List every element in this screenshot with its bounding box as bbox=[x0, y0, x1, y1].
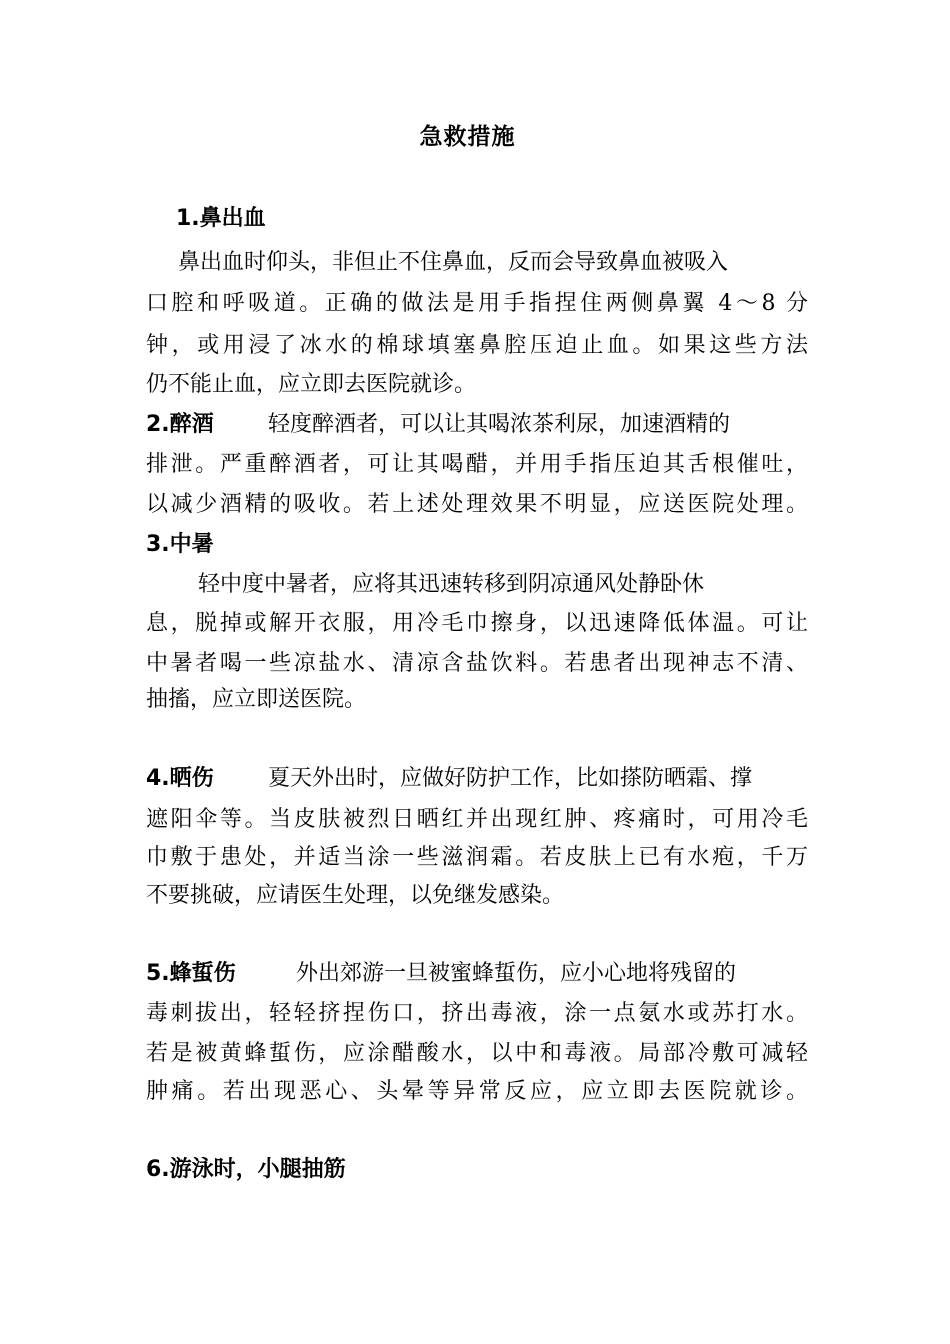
section-4-first-line-text: 夏天外出时，应做好防护工作，比如搽防晒霜、撑 bbox=[268, 766, 753, 791]
section-3-line-2: 息，脱掉或解开衣服，用冷毛巾擦身，以迅速降低体温。可让 bbox=[146, 611, 808, 636]
section-2-line-2: 排泄。严重醉酒者，可让其喝醋，并用手指压迫其舌根催吐， bbox=[146, 452, 808, 477]
section-3-line-4: 抽搐，应立即送医院。 bbox=[146, 687, 367, 712]
section-5-heading: 5.蜂蜇伤 bbox=[146, 961, 236, 986]
document-title: 急救措施 bbox=[419, 124, 516, 150]
section-2-first-line bbox=[146, 410, 808, 440]
section-2-first-line-text: 轻度醉酒者，可以让其喝浓茶利尿，加速酒精的 bbox=[268, 412, 731, 437]
section-4-first-line bbox=[146, 764, 808, 794]
section-4-line-2: 遮阳伞等。当皮肤被烈日晒红并出现红肿、疼痛时，可用冷毛 bbox=[146, 807, 808, 832]
section-5-line-2: 毒刺拔出，轻轻挤捏伤口，挤出毒液，涂一点氨水或苏打水。 bbox=[146, 1001, 808, 1026]
section-1-line-3: 钟，或用浸了冰水的棉球填塞鼻腔压迫止血。如果这些方法 bbox=[146, 333, 808, 358]
section-5-line-3: 若是被黄蜂蜇伤，应涂醋酸水，以中和毒液。局部冷敷可减轻 bbox=[146, 1041, 808, 1066]
section-3-heading: 3.中暑 bbox=[146, 532, 214, 557]
section-4-line-3: 巾敷于患处，并适当涂一些滋润霜。若皮肤上已有水疱，千万 bbox=[146, 845, 808, 870]
section-6-heading: 6.游泳时，小腿抽筋 bbox=[146, 1157, 346, 1182]
section-2-heading: 2.醉酒 bbox=[146, 412, 214, 437]
section-4-heading: 4.晒伤 bbox=[146, 766, 214, 791]
section-5-first-line-text: 外出郊游一旦被蜜蜂蜇伤，应小心地将残留的 bbox=[296, 961, 737, 986]
section-2-line-3: 以减少酒精的吸收。若上述处理效果不明显，应送医院处理。 bbox=[146, 492, 808, 517]
section-5-first-line bbox=[146, 959, 808, 989]
section-4-line-4: 不要挑破，应请医生处理，以免继发感染。 bbox=[146, 883, 565, 908]
section-3-line-1: 轻中度中暑者，应将其迅速转移到阴凉通风处静卧休 bbox=[198, 572, 705, 597]
section-1-line-2: 口腔和呼吸道。正确的做法是用手指捏住两侧鼻翼 4～8 分 bbox=[146, 291, 808, 316]
section-5-line-4: 肿痛。若出现恶心、头晕等异常反应，应立即去医院就诊。 bbox=[146, 1079, 808, 1104]
section-1-line-1: 鼻出血时仰头，非但止不住鼻血，反而会导致鼻血被吸入 bbox=[178, 250, 729, 275]
section-1-heading: 1.鼻出血 bbox=[176, 206, 266, 231]
section-1-line-4: 仍不能止血，应立即去医院就诊。 bbox=[146, 372, 477, 397]
section-3-line-3: 中暑者喝一些凉盐水、清凉含盐饮料。若患者出现神志不清、 bbox=[146, 651, 808, 676]
